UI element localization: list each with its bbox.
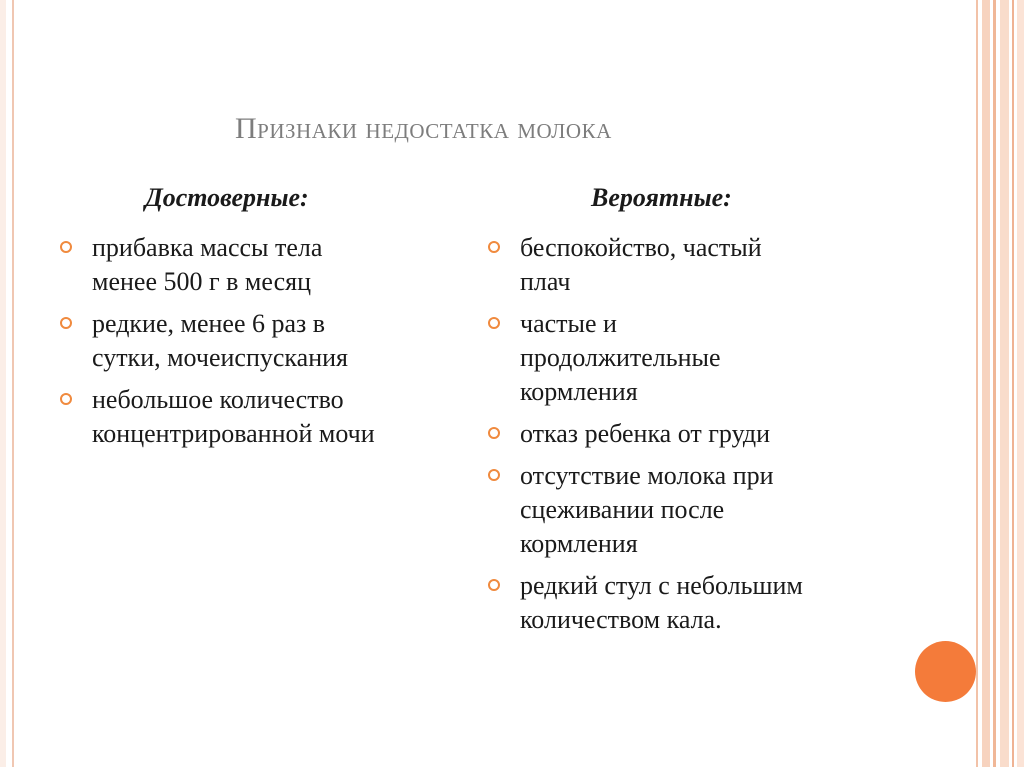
list-item xyxy=(60,383,455,451)
left-border-decoration xyxy=(0,0,6,767)
orange-circle-decoration xyxy=(915,641,976,702)
list-item-text: редкий стул с небольшим xyxy=(520,571,803,600)
stripe xyxy=(1017,0,1024,767)
stripe xyxy=(1000,0,1009,767)
reliable-signs-list xyxy=(60,231,455,459)
list-item-text: прибавка массы тела xyxy=(92,233,323,262)
list-item-text: сцеживании после xyxy=(520,495,725,524)
stripe xyxy=(976,0,978,767)
list-item xyxy=(488,417,888,451)
column-heading-reliable: Достоверные: xyxy=(145,183,309,212)
list-item-text: небольшое количество xyxy=(92,385,344,414)
list-item-text: концентрированной мочи xyxy=(92,419,375,448)
list-item-text: сутки, мочеиспускания xyxy=(92,343,348,372)
ring-bullet-icon xyxy=(488,579,500,591)
list-item-text: количеством кала. xyxy=(520,605,722,634)
stripe xyxy=(982,0,990,767)
list-item xyxy=(488,569,888,637)
list-item xyxy=(60,231,455,299)
list-item-text: беспокойство, частый xyxy=(520,233,762,262)
list-item-text: кормления xyxy=(520,377,638,406)
ring-bullet-icon xyxy=(488,469,500,481)
list-item xyxy=(488,231,888,299)
ring-bullet-icon xyxy=(488,427,500,439)
list-item-text: отказ ребенка от груди xyxy=(520,419,771,448)
list-item-text: отсутствие молока при xyxy=(520,461,774,490)
list-item-text: менее 500 г в месяц xyxy=(92,267,311,296)
ring-bullet-icon xyxy=(488,241,500,253)
ring-bullet-icon xyxy=(60,241,72,253)
list-item xyxy=(60,307,455,375)
list-item-text: редкие, менее 6 раз в xyxy=(92,309,326,338)
list-item-text: кормления xyxy=(520,529,638,558)
list-item-text: частые и xyxy=(520,309,617,338)
column-heading-probable: Вероятные: xyxy=(591,183,732,212)
list-item xyxy=(488,307,888,409)
list-item-text: продолжительные xyxy=(520,343,721,372)
ring-bullet-icon xyxy=(60,317,72,329)
stripe xyxy=(1012,0,1014,767)
ring-bullet-icon xyxy=(488,317,500,329)
left-border-line xyxy=(12,0,14,767)
list-item-text: плач xyxy=(520,267,571,296)
slide-title: Признаки недостатка молока xyxy=(235,112,612,145)
ring-bullet-icon xyxy=(60,393,72,405)
right-stripe-decoration xyxy=(976,0,1024,767)
list-item xyxy=(488,459,888,561)
stripe xyxy=(993,0,996,767)
probable-signs-list xyxy=(488,231,888,645)
